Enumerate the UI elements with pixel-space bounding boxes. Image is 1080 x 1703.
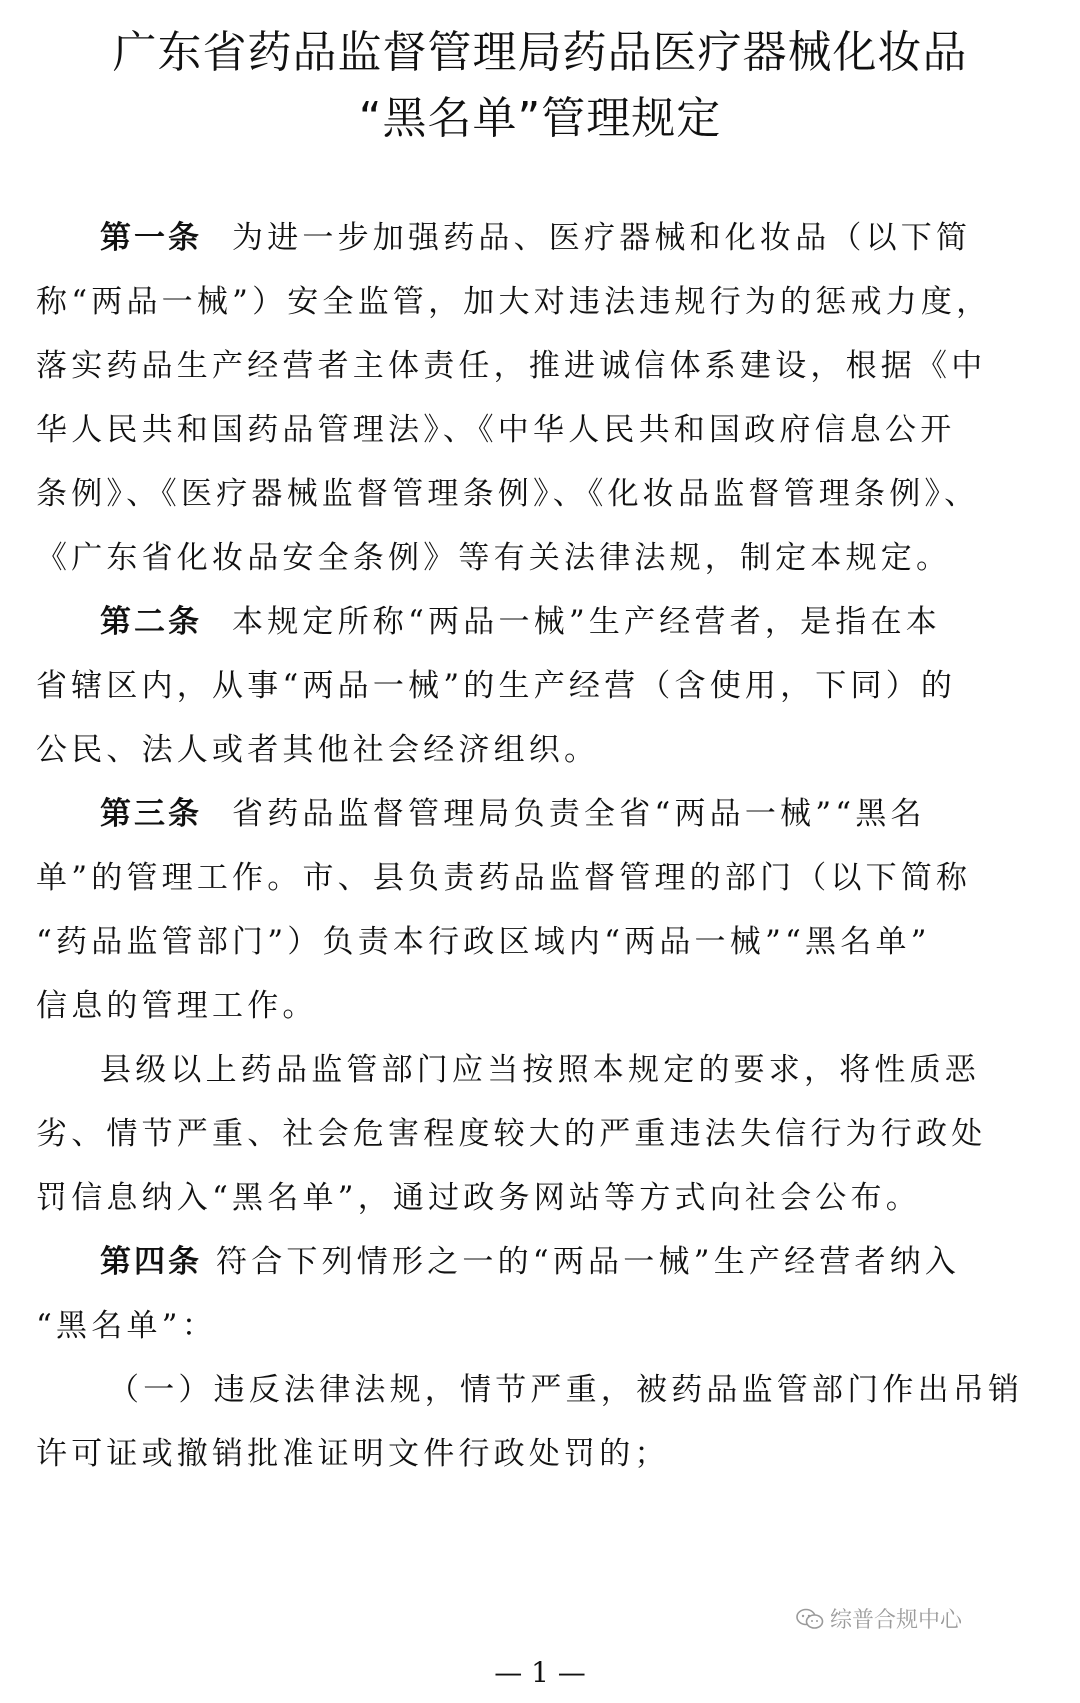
article1-heading: 第一条 bbox=[100, 220, 202, 256]
article4-item1-line: 许可证或撤销批准证明文件行政处罚的； bbox=[36, 1436, 670, 1472]
article2-text: 本规定所称“两品一械”生产经营者，是指在本 bbox=[232, 604, 941, 640]
article3-line: 单”的管理工作。市、县负责药品监督管理的部门（以下简称 bbox=[36, 860, 972, 896]
article3-line: 信息的管理工作。 bbox=[36, 988, 318, 1024]
article4-line bbox=[100, 1236, 961, 1280]
article3-text: 省药品监督管理局负责全省“两品一械”“黑名 bbox=[232, 796, 926, 832]
article1-line: 落实药品生产经营者主体责任，推进诚信体系建设，根据《中 bbox=[36, 348, 987, 384]
page-number: — 1 — bbox=[494, 1656, 586, 1689]
document-title-line2: “黑名单”管理规定 bbox=[358, 93, 722, 144]
article3-paragraph2-line: 劣、情节严重、社会危害程度较大的严重违法失信行为行政处 bbox=[36, 1116, 987, 1152]
article1-text: 为进一步加强药品、医疗器械和化妆品（以下简 bbox=[232, 220, 972, 256]
article4-item1-line: （一）违反法律法规，情节严重，被药品监管部门作出吊销 bbox=[108, 1372, 1024, 1408]
article4-line: “黑名单”： bbox=[36, 1308, 217, 1344]
article3-heading: 第三条 bbox=[100, 796, 202, 832]
article4-text: 符合下列情形之一的“两品一械”生产经营者纳入 bbox=[216, 1244, 961, 1280]
article2-heading: 第二条 bbox=[100, 604, 202, 640]
article3-line bbox=[100, 788, 926, 832]
watermark bbox=[796, 1603, 962, 1634]
article2-line bbox=[100, 596, 941, 640]
article1-line: 称“两品一械”）安全监管，加大对违法违规行为的惩戒力度， bbox=[36, 284, 992, 320]
article1-line: 条例》、《医疗器械监督管理条例》、《化妆品监督管理条例》、 bbox=[36, 476, 980, 512]
article1-line: 华人民共和国药品管理法》、《中华人民共和国政府信息公开 bbox=[36, 412, 956, 448]
article1-line bbox=[100, 212, 972, 256]
article3-line: “药品监管部门”）负责本行政区域内“两品一械”“黑名单” bbox=[36, 924, 931, 960]
article2-line: 省辖区内，从事“两品一械”的生产经营（含使用，下同）的 bbox=[36, 668, 957, 704]
wechat-icon bbox=[796, 1608, 824, 1630]
article1-line: 《广东省化妆品安全条例》等有关法律法规，制定本规定。 bbox=[36, 540, 952, 576]
article2-line: 公民、法人或者其他社会经济组织。 bbox=[36, 732, 600, 768]
article3-paragraph2-line: 县级以上药品监管部门应当按照本规定的要求，将性质恶 bbox=[100, 1052, 980, 1088]
article4-heading: 第四条 bbox=[100, 1244, 202, 1280]
article3-paragraph2-line: 罚信息纳入“黑名单”，通过政务网站等方式向社会公布。 bbox=[36, 1180, 921, 1216]
watermark-text: 综普合规中心 bbox=[829, 1608, 962, 1633]
document-title-line1: 广东省药品监督管理局药品医疗器械化妆品 bbox=[112, 27, 968, 78]
